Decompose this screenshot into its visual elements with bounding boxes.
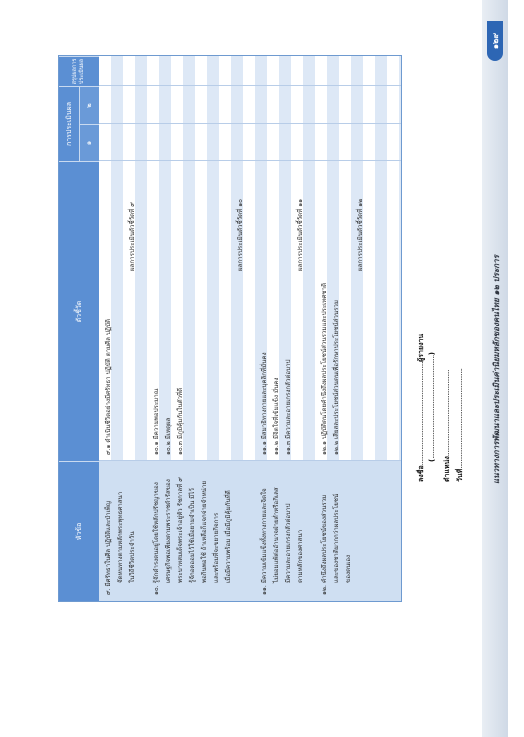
indicator-9: ๙.๑ ดำเนินชีวิตอย่างมีศรัทธา ปฏิบัติ ตามศีล ปฏิบัติ <box>105 319 112 455</box>
topic-11: ๑๑. มีความเข้มแข็งทั้งทางกายและจิตใจ ไม่ยอมแพ้ต่ออำนาจฝ่ายต่ำหรือกิเลส มีความละอายเกรงกลัวต่อบาป ตามหลักของศาสนา <box>261 487 304 595</box>
table-body <box>99 56 401 601</box>
signature-name-line: (............................................................) <box>428 352 436 462</box>
indicator-12: ๑๒.๑ ปฏิบัติตนโดยคำนึงถึงผลประโยชน์ส่วนรวมและประเทศชาติ ๑๒.๒ เสียสละประโยชน์ส่วนตนเพื่อรักษาประโยชน์ส่วนรวม <box>321 283 340 455</box>
header-assessment-2: ๒ <box>79 86 99 124</box>
indicator-11: ๑๑.๑ มีสมาธิทางกายและบุคลิกที่มั่นคง ๑๑.๒ มีจิตใจที่เข้มแข็ง มั่นคง ๑๑.๓ มีความละอายเกรงกลัวต่อบาป <box>261 352 292 455</box>
signature-line: ลงชื่อ............................................................ผู้รายงาน <box>417 333 425 482</box>
result-12: ผลการประเมินตัวชี้วัดที่ ๑๒ <box>357 198 364 271</box>
header-summary: สรุปผลการประเมินผล <box>59 56 99 86</box>
signature-date-line: วันที่.......................................................... <box>456 368 464 482</box>
evaluation-table <box>58 55 402 602</box>
header-topic: หัวข้อ <box>59 461 99 601</box>
header-assessment-1: ๑ <box>79 124 99 161</box>
topic-10: ๑๐. รู้จักดำรงตนอยู่โดยใช้หลักปรัชญาของ เศรษฐกิจพอเพียงตามพระราชดำรัสของ พระบาทสมเด็จพระเจ้าอยู่หัว รัชกาลที่ ๙ รู้จักอดออมไว้ใช้เมื่อยามจำเป็น มีไว้ พอกินพอใช้ ถ้าเหลือก็แจกจ่ายจำหน่าย และพร้อมที่จะขยายกิจการ เมื่อมีความพร้อม เมื่อมีภูมิคุ้มกันที่ดี <box>153 477 232 595</box>
result-9: ผลการประเมินตัวชี้วัดที่ ๙ <box>129 202 136 271</box>
header-assessment: การประเมินผล <box>59 86 79 161</box>
footer-title: แนวทางการพัฒนาและประเมินค่านิยมหลักของคนไทย ๑๒ ประการ <box>492 255 501 484</box>
result-10: ผลการประเมินตัวชี้วัดที่ ๑๐ <box>237 199 244 271</box>
header-indicators: ตัวชี้วัด <box>59 161 99 461</box>
topic-12: ๑๒. คำนึงถึงผลประโยชน์ของส่วนรวม และของชาติมากกว่าผลประโยชน์ ของตนเอง <box>321 493 352 595</box>
page-number: ๑๒๙ <box>487 21 503 61</box>
indicator-10: ๑๐.๑ มีความพอประมาณ ๑๐.๒ มีเหตุผล ๑๐.๓ มีภูมิคุ้มกันในตัวที่ดี <box>153 387 184 455</box>
topic-column <box>99 461 401 601</box>
topic-9: ๙. มีศรัทธาในศีล ปฏิบัติและบำเพ็ญ จัดหนทางตามหลักพระพุทธศาสนา ในวิถีชีวิตประจำวัน <box>105 491 136 595</box>
result-11: ผลการประเมินตัวชี้วัดที่ ๑๑ <box>297 198 304 271</box>
signature-position-line: ตำแหน่ง.................................................. <box>443 369 451 482</box>
